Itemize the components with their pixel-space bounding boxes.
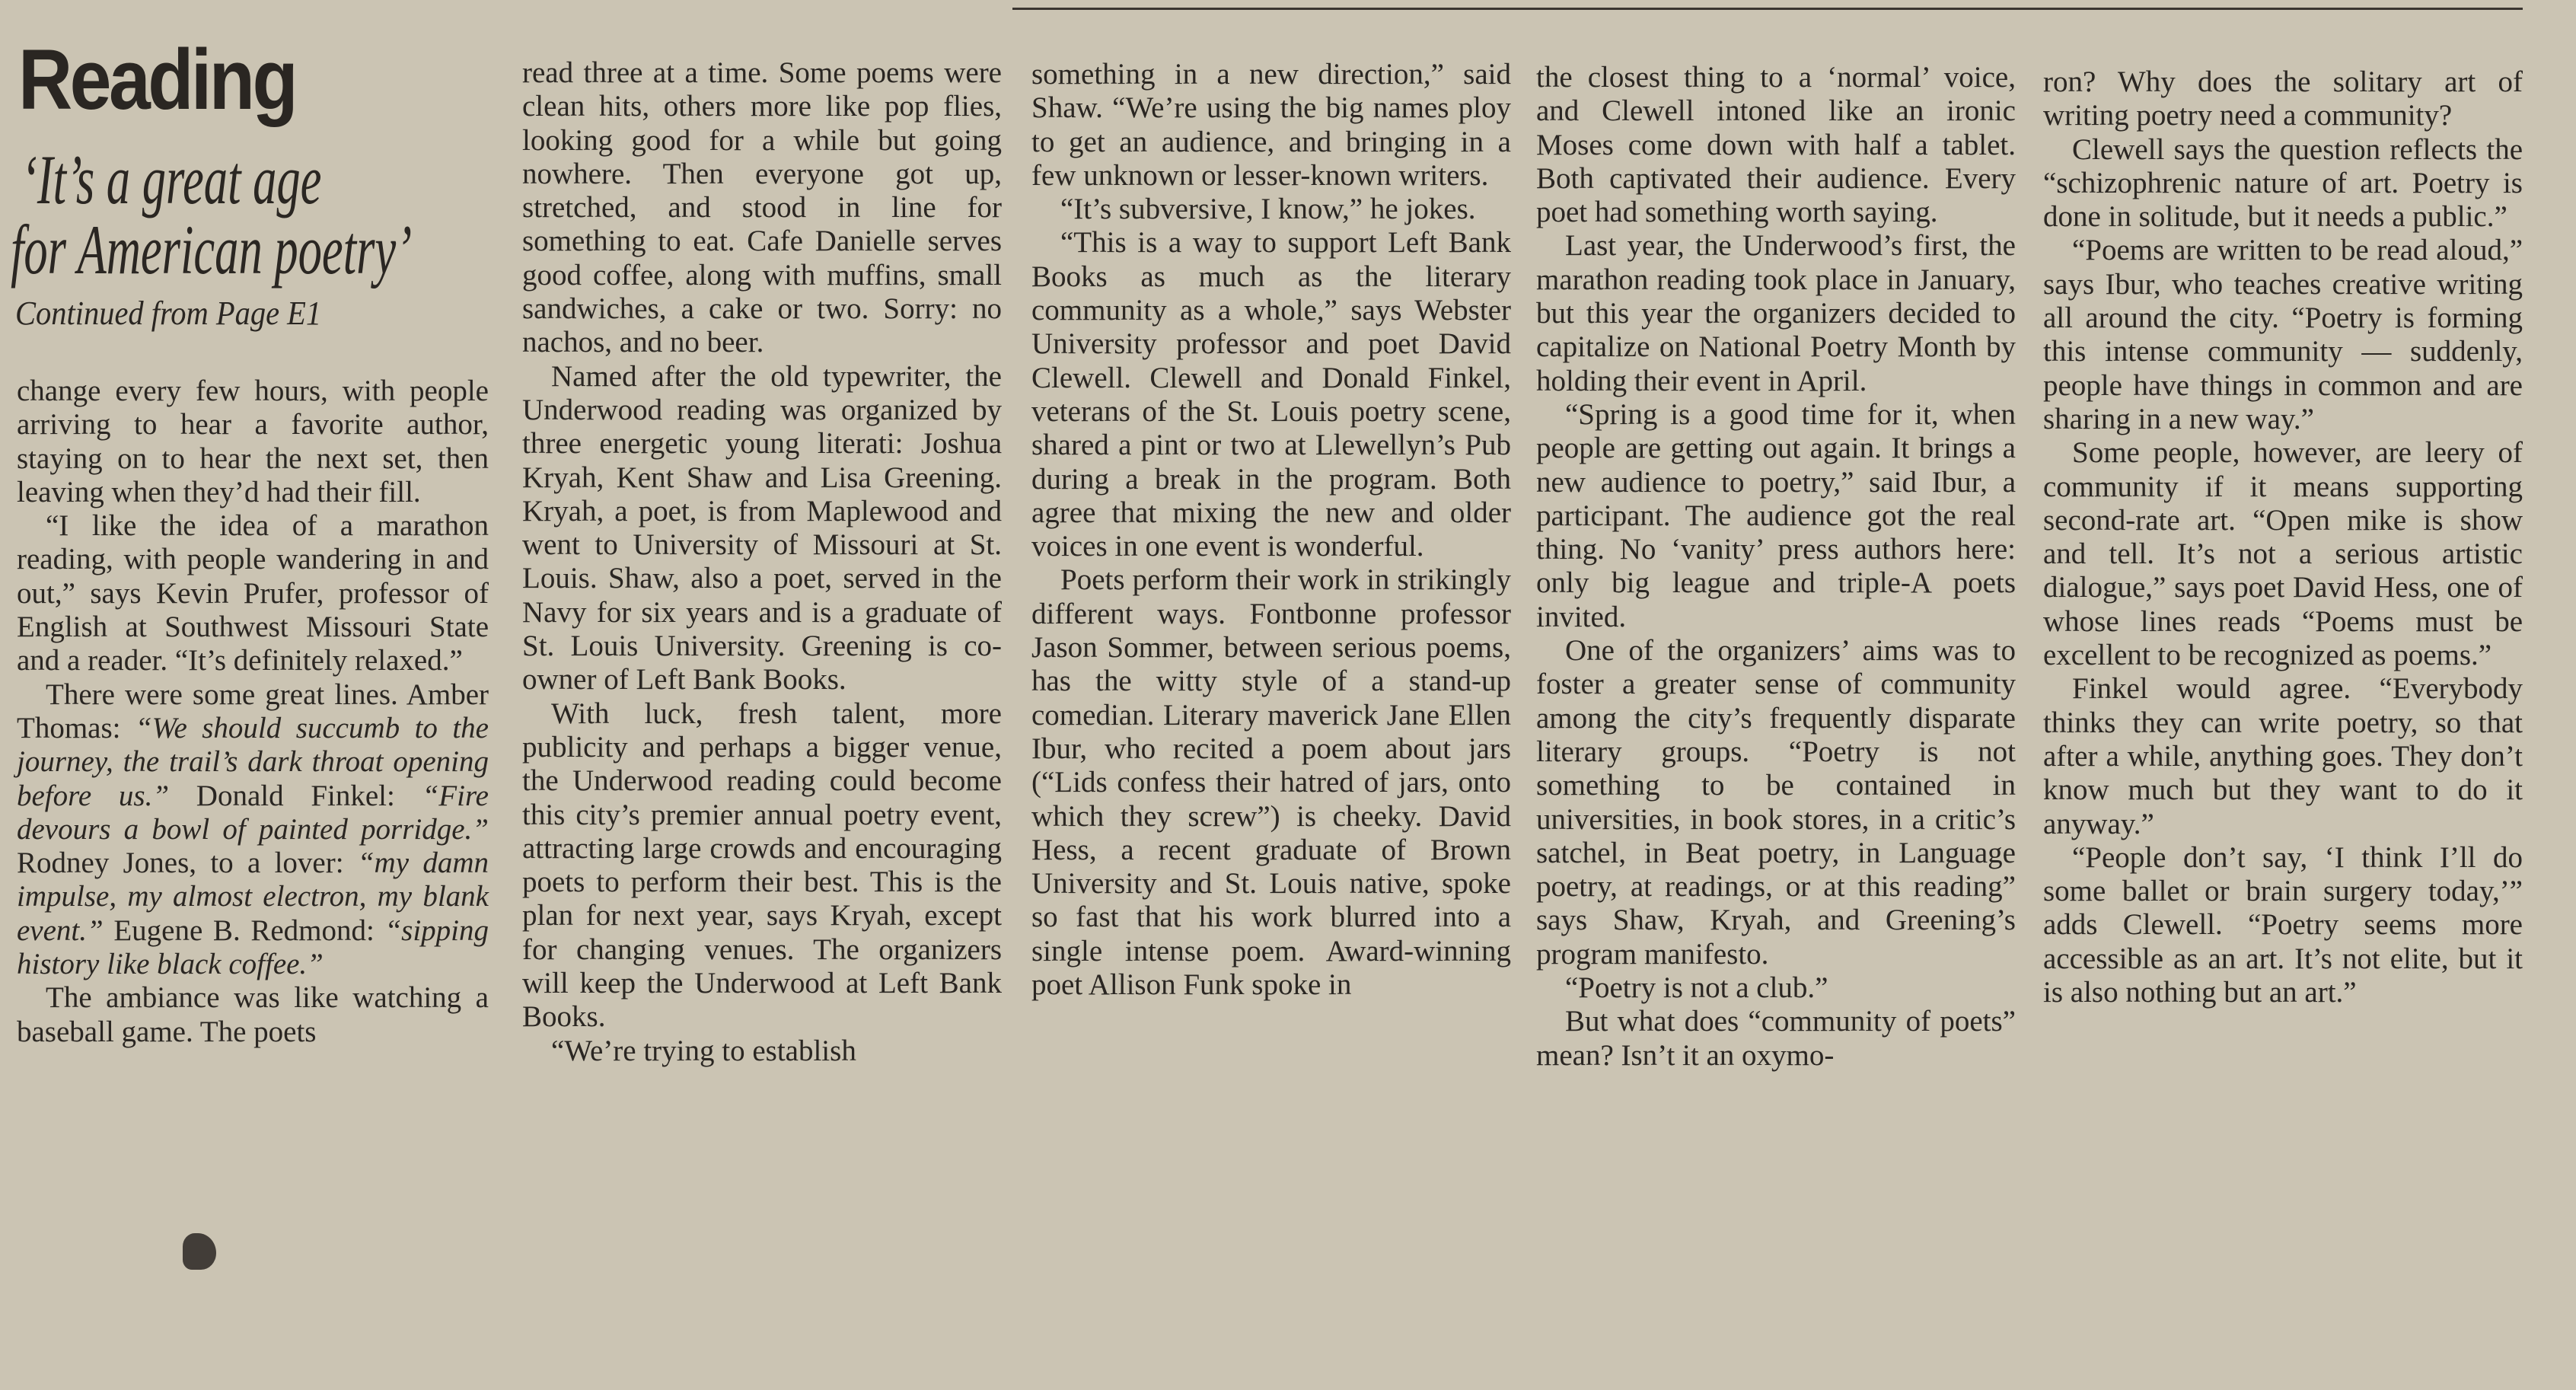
paragraph: Poets perform their work in strikingly different ways. Fontbonne professor Jason Sommer, between serious poems, has the witty style of a stand-up comedian. Literary maverick Jane Ellen Ibur, who recited a poem about jars (“Lids confess their hatred of jars, onto which they screw”) is cheeky. David Hess, a recent graduate of Brown University and St. Louis native, spoke so fast that his work blurred into a single intense poem. Award-winning poet Allison Funk spoke in (1031, 563, 1511, 1002)
paragraph: “People don’t say, ‘I think I’ll do some ballet or brain surgery today,’” adds Clewell. “Poetry seems more accessible as an art. It’s not elite, but it is also nothing but an art.” (2043, 840, 2523, 1009)
paragraph: Some people, however, are leery of community if it means supporting second-rate art. “Open mike is show and tell. It’s not a serious artistic dialogue,” says poet David Hess, one of whose lines reads “Poems must be excellent to be recognized as poems.” (2043, 436, 2523, 672)
paragraph: The ambiance was like watching a baseball game. The poets (17, 981, 489, 1048)
quote: “my damn impulse, my almost electron, my blank event.” (17, 846, 489, 947)
subhead-line-1: ‘It’s a great age (21, 141, 322, 218)
text: Rodney Jones, to a lover: (17, 846, 358, 880)
top-rule (1012, 8, 2523, 10)
paragraph: “It’s subversive, I know,” he jokes. (1060, 193, 1476, 226)
paragraph: But what does “community of poets” mean? Isn’t it an oxymo- (1536, 1005, 2016, 1072)
article-column-2 (522, 56, 1002, 1068)
quote: “sipping history like black coffee.” (17, 913, 489, 981)
paragraph: “This is a way to support Left Bank Books as much as the literary community as a whole,” says Webster University professor and poet David Clewell. Clewell and Donald Finkel, veterans of the St. Louis poetry scene, shared a pint or two at Llewellyn’s Pub during a break in the program. Both agree that mixing the new and older voices in one event is wonderful. (1031, 226, 1511, 563)
text: Eugene B. Redmond: (103, 913, 385, 947)
paragraph: Named after the old typewriter, the Underwood reading was organized by three energetic young literati: Joshua Kryah, Kent Shaw and Lisa Greening. Kryah, a poet, is from Maplewood and went to University of Missouri at St. Louis. Shaw, also a poet, served in the Navy for six years and is a graduate of St. Louis University. Greening is co-owner of Left Bank Books. (522, 359, 1002, 697)
paragraph: Last year, the Underwood’s first, the marathon reading took place in January, but this year the organizers decided to capitalize on National Poetry Month by holding their event in April. (1536, 229, 2016, 397)
subhead-line-2: for American poetry’ (11, 211, 413, 289)
paragraph: something in a new direction,” said Shaw. “We’re using the big names ploy to get an audience, and bringing in a few unknown or lesser-known writers. (1031, 58, 1511, 192)
paragraph: Finkel would agree. “Everybody thinks they can write poetry, so that after a while, anything goes. They don’t know much but they want to do it anyway.” (2043, 672, 2523, 840)
article-column-5 (2043, 65, 2523, 1009)
paragraph: “We’re trying to establish (551, 1034, 856, 1067)
paragraph: “Poems are written to be read aloud,” says Ibur, who teaches creative writing all around the city. “Poetry is forming this intense community — suddenly, people have things in common and are sharing in a new way.” (2043, 234, 2523, 435)
article-column-3 (1031, 58, 1511, 1002)
paragraph: “I like the idea of a marathon reading, with people wandering in and out,” says Kevin Prufer, professor of English at Southwest Missouri State and a reader. “It’s definitely relaxed.” (17, 509, 489, 677)
paragraph: Clewell says the question reflects the “schizophrenic nature of art. Poetry is done in solitude, but it needs a public.” (2043, 132, 2523, 234)
text: Donald Finkel: (169, 779, 422, 812)
continued-line: Continued from Page E1 (15, 295, 322, 332)
quote: “We should succumb to the journey, the trail’s dark throat opening before us.” (17, 711, 489, 812)
paragraph: One of the organizers’ aims was to foster a greater sense of community among the city’s frequently disparate literary groups. “Poetry is not something to be contained in universities, in book stores, in a critic’s satchel, in Beat poetry, in Language poetry, at readings, or at this reading” says Shaw, Kryah, and Greening’s program manifesto. (1536, 634, 2016, 971)
paragraph: the closest thing to a ‘normal’ voice, and Clewell intoned like an ironic Moses come down with half a tablet. Both captivated their audience. Every poet had something worth saying. (1536, 61, 2016, 229)
article-column-4 (1536, 61, 2016, 1073)
paragraph: “Spring is a good time for it, when people are getting out again. It brings a new audience to poetry,” said Ibur, a participant. The audience got the real thing. No ‘vanity’ press authors here: only big league and triple-A poets invited. (1536, 397, 2016, 633)
kicker-heading: Reading (18, 32, 296, 127)
paragraph: read three at a time. Some poems were clean hits, others more like pop flies, looking good for a while but going nowhere. Then everyone got up, stretched, and stood in line for something to eat. Cafe Danielle serves good coffee, along with muffins, small sandwiches, a cake or two. Sorry: no nachos, and no beer. (522, 56, 1002, 359)
paragraph: With luck, fresh talent, more publicity and perhaps a bigger venue, the Underwood reading could become this city’s premier annual poetry event, attracting large crowds and encouraging poets to perform their best. This is the plan for next year, says Kryah, except for changing venues. The organizers will keep the Underwood at Left Bank Books. (522, 697, 1002, 1034)
article-column-1 (17, 375, 489, 1049)
quote: “Fire devours a bowl of painted porridge.” (17, 779, 489, 846)
paragraph: ron? Why does the solitary art of writing poetry need a community? (2043, 65, 2523, 132)
paragraph (17, 678, 489, 982)
text: There were some great lines. Amber Thomas: (17, 677, 489, 744)
ink-blot-mark (183, 1233, 216, 1270)
paragraph: change every few hours, with people arriving to hear a favorite author, staying on to hear the next set, then leaving when they’d had their fill. (17, 375, 489, 508)
paragraph: “Poetry is not a club.” (1565, 971, 1828, 1005)
